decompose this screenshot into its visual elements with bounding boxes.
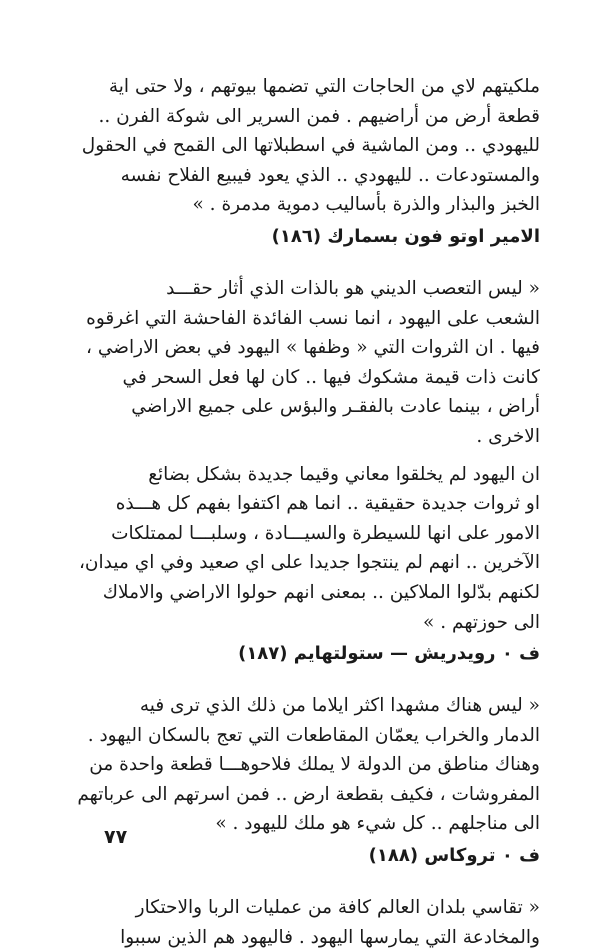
paragraph-1	[81, 72, 540, 220]
text-line: والمستودعات .. لليهودي .. الذي يعود فيبيع الفلاح نفسه	[120, 164, 540, 186]
text-line: ان اليهود لم يخلقوا معاني وقيما جديدة بشكل بضائع	[148, 463, 540, 485]
text-line: او ثروات جديدة حقيقية .. انما هم اكتفوا بفهم كل هـــذه	[115, 493, 540, 515]
section-heading-trokas: ف ٠ تروكاس (١٨٨)	[368, 845, 540, 867]
text-line: الشعب على اليهود ، انما نسب الفائدة الفاحشة التي اغرقوه	[86, 307, 540, 329]
paragraph-2	[86, 274, 540, 452]
text-line: الآخرين .. انهم لم ينتجوا جديدا على اي صعيد وفي اي ميدان،	[78, 552, 540, 574]
text-line: الخبز والبذار والذرة بأساليب دموية مدمرة . »	[192, 194, 540, 216]
text-line: المفروشات ، فكيف بقطعة ارض .. فمن اسرتهم الى عرباتهم	[77, 783, 540, 805]
paragraph-spacer	[100, 452, 540, 460]
text-line: كانت ذات قيمة مشكوك فيها .. كان لها فعل السحر في	[122, 366, 540, 388]
section-heading-bismarck: الامير اوتو فون بسمارك (١٨٦)	[271, 225, 540, 247]
paragraph-3	[78, 460, 540, 638]
text-line: الى مناجلهم .. كل شيء هو ملك لليهود . »	[215, 813, 540, 835]
paragraph-4	[77, 691, 540, 839]
text-line: ملكيتهم لاي من الحاجات التي تضمها بيوتهم ، ولا حتى اية	[108, 76, 540, 97]
text-line: أراض ، بينما عادت بالفقـر والبؤس على جميع الاراضي	[131, 396, 540, 418]
text-line: « تقاسي بلدان العالم كافة من عمليات الربا والاحتكار	[135, 897, 540, 919]
text-line: الاخرى .	[476, 425, 540, 447]
text-line: « ليس هناك مشهدا اكثر ايلاما من ذلك الذي ترى فيه	[139, 695, 540, 717]
book-page	[77, 72, 540, 952]
text-line: لليهودي .. ومن الماشية في اسطبلاتها الى القمح في الحقول	[81, 135, 540, 157]
text-line: الامور على انها للسيطرة والسيـــادة ، وسلبـــا لممتلكات	[111, 522, 540, 544]
text-line: والمخادعة التي يمارسها اليهود . فاليهود هم الذين سببوا	[120, 926, 540, 948]
text-line: فيها . ان الثروات التي « وظفها » اليهود في بعض الاراضي ،	[86, 337, 540, 359]
page-number: ٧٧	[104, 826, 128, 848]
text-line: « ليس التعصب الديني هو بالذات الذي أثار حقـــد	[166, 277, 540, 299]
text-line: الدمار والخراب يعمّان المقاطعات التي تعج بالسكان اليهود .	[87, 724, 540, 746]
section-heading-roydrich: ف ٠ رويدريش — ستولتهايم (١٨٧)	[238, 643, 540, 665]
text-line: وهناك مناطق من الدولة لا يملك فلاحوهـــا قطعة واحدة من	[89, 754, 540, 776]
text-line: لكنهم بدّلوا الملاكين .. بمعنى انهم حولوا الاراضي والاملاك	[102, 581, 540, 603]
text-line: قطعة أرض من أراضيهم . فمن السرير الى شوكة الفرن ..	[98, 105, 540, 127]
text-line: الى حوزتهم . »	[423, 611, 540, 633]
